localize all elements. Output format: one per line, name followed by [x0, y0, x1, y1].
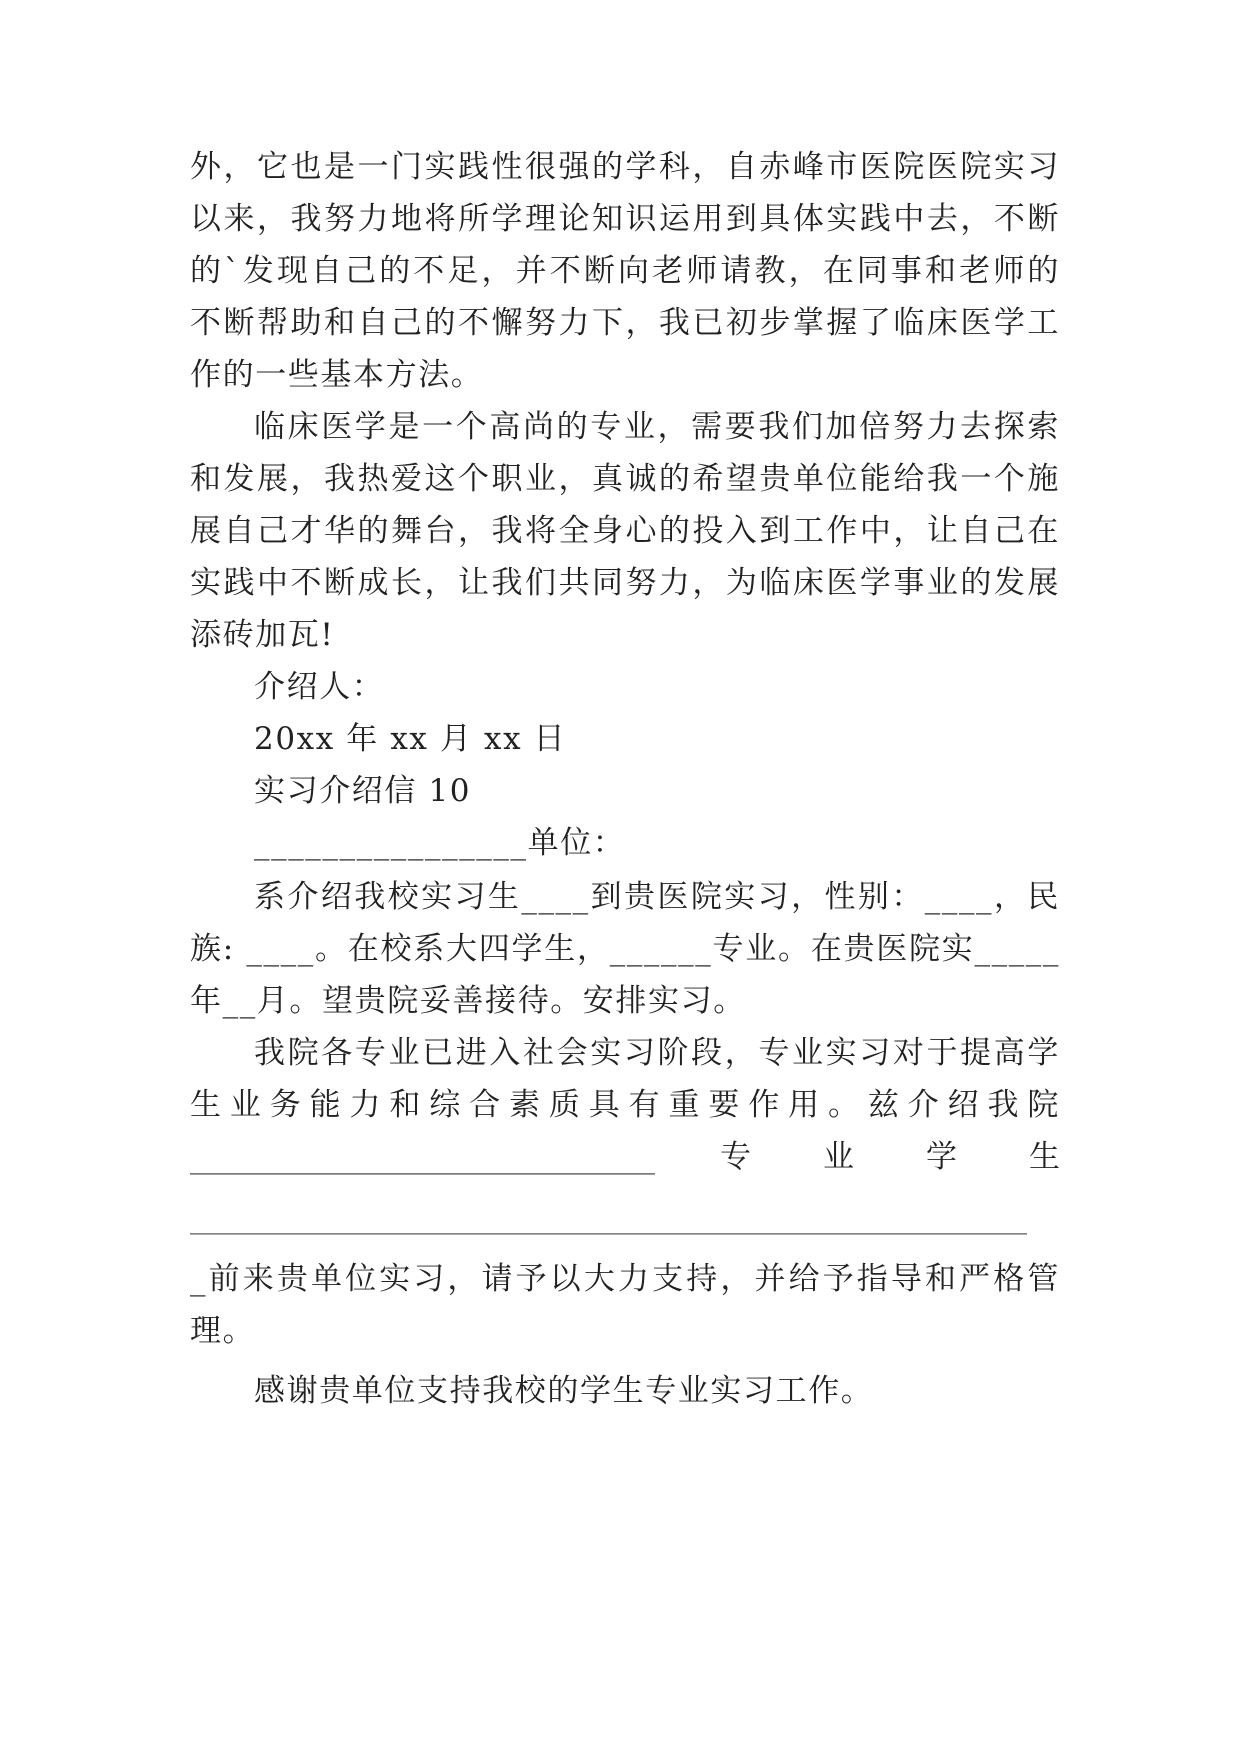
thanks-line: 感谢贵单位支持我校的学生专业实习工作。 — [254, 1373, 874, 1409]
body-line-1: 外，它也是一门实践性很强的学科，自赤峰市医院医院实习 — [190, 149, 1060, 185]
introducer-label: 介绍人： — [254, 669, 385, 705]
date-line: 20xx 年 xx 月 xx 日 — [254, 721, 567, 757]
letter-line-6: _前来贵单位实习，请予以大力支持，并给予指导和严格管 — [190, 1261, 1060, 1297]
section-title: 实习介绍信 10 — [254, 773, 472, 809]
paragraph-2-line-4: 实践中不断成长，让我们共同努力，为临床医学事业的发展 — [190, 565, 1060, 601]
letter-line-7: 理。 — [190, 1313, 256, 1349]
body-line-4: 不断帮助和自己的不懈努力下，我已初步掌握了临床医学工 — [190, 305, 1060, 341]
letter-line-4: 我院各专业已进入社会实习阶段，专业实习对于提高学 — [254, 1035, 1060, 1071]
body-line-3: 的`发现自己的不足，并不断向老师请教，在同事和老师的 — [190, 253, 1060, 289]
paragraph-2-line-1: 临床医学是一个高尚的专业，需要我们加倍努力去探索 — [254, 409, 1060, 445]
paragraph-2-line-5: 添砖加瓦! — [190, 617, 335, 653]
major-student-row — [190, 1128, 1060, 1186]
body-line-5: 作的一些基本方法。 — [190, 357, 484, 393]
addressee-line: ________________单位： — [254, 825, 626, 861]
letter-line-2: 族: ____。在校系大四学生，______专业。在贵医院实_____ — [190, 931, 1060, 967]
letter-line-1: 系介绍我校实习生____到贵医院实习，性别：____，民 — [254, 879, 1060, 915]
letter-line-5: 生业务能力和综合素质具有重要作用。兹介绍我院 — [190, 1087, 1060, 1123]
blank-fill-major: ______________________________ — [190, 1139, 655, 1175]
major-student-text: 专业学生 — [720, 1139, 1060, 1175]
paragraph-2-line-3: 展自己才华的舞台，我将全身心的投入到工作中，让自己在 — [190, 513, 1060, 549]
letter-line-3: 年__月。望贵院妥善接待。安排实习。 — [190, 983, 746, 1019]
blank-fill-line: ______________________________________________________ — [190, 1199, 1027, 1235]
body-line-2: 以来，我努力地将所学理论知识运用到具体实践中去，不断 — [190, 201, 1060, 237]
paragraph-2-line-2: 和发展，我热爱这个职业，真诚的希望贵单位能给我一个施 — [190, 461, 1060, 497]
